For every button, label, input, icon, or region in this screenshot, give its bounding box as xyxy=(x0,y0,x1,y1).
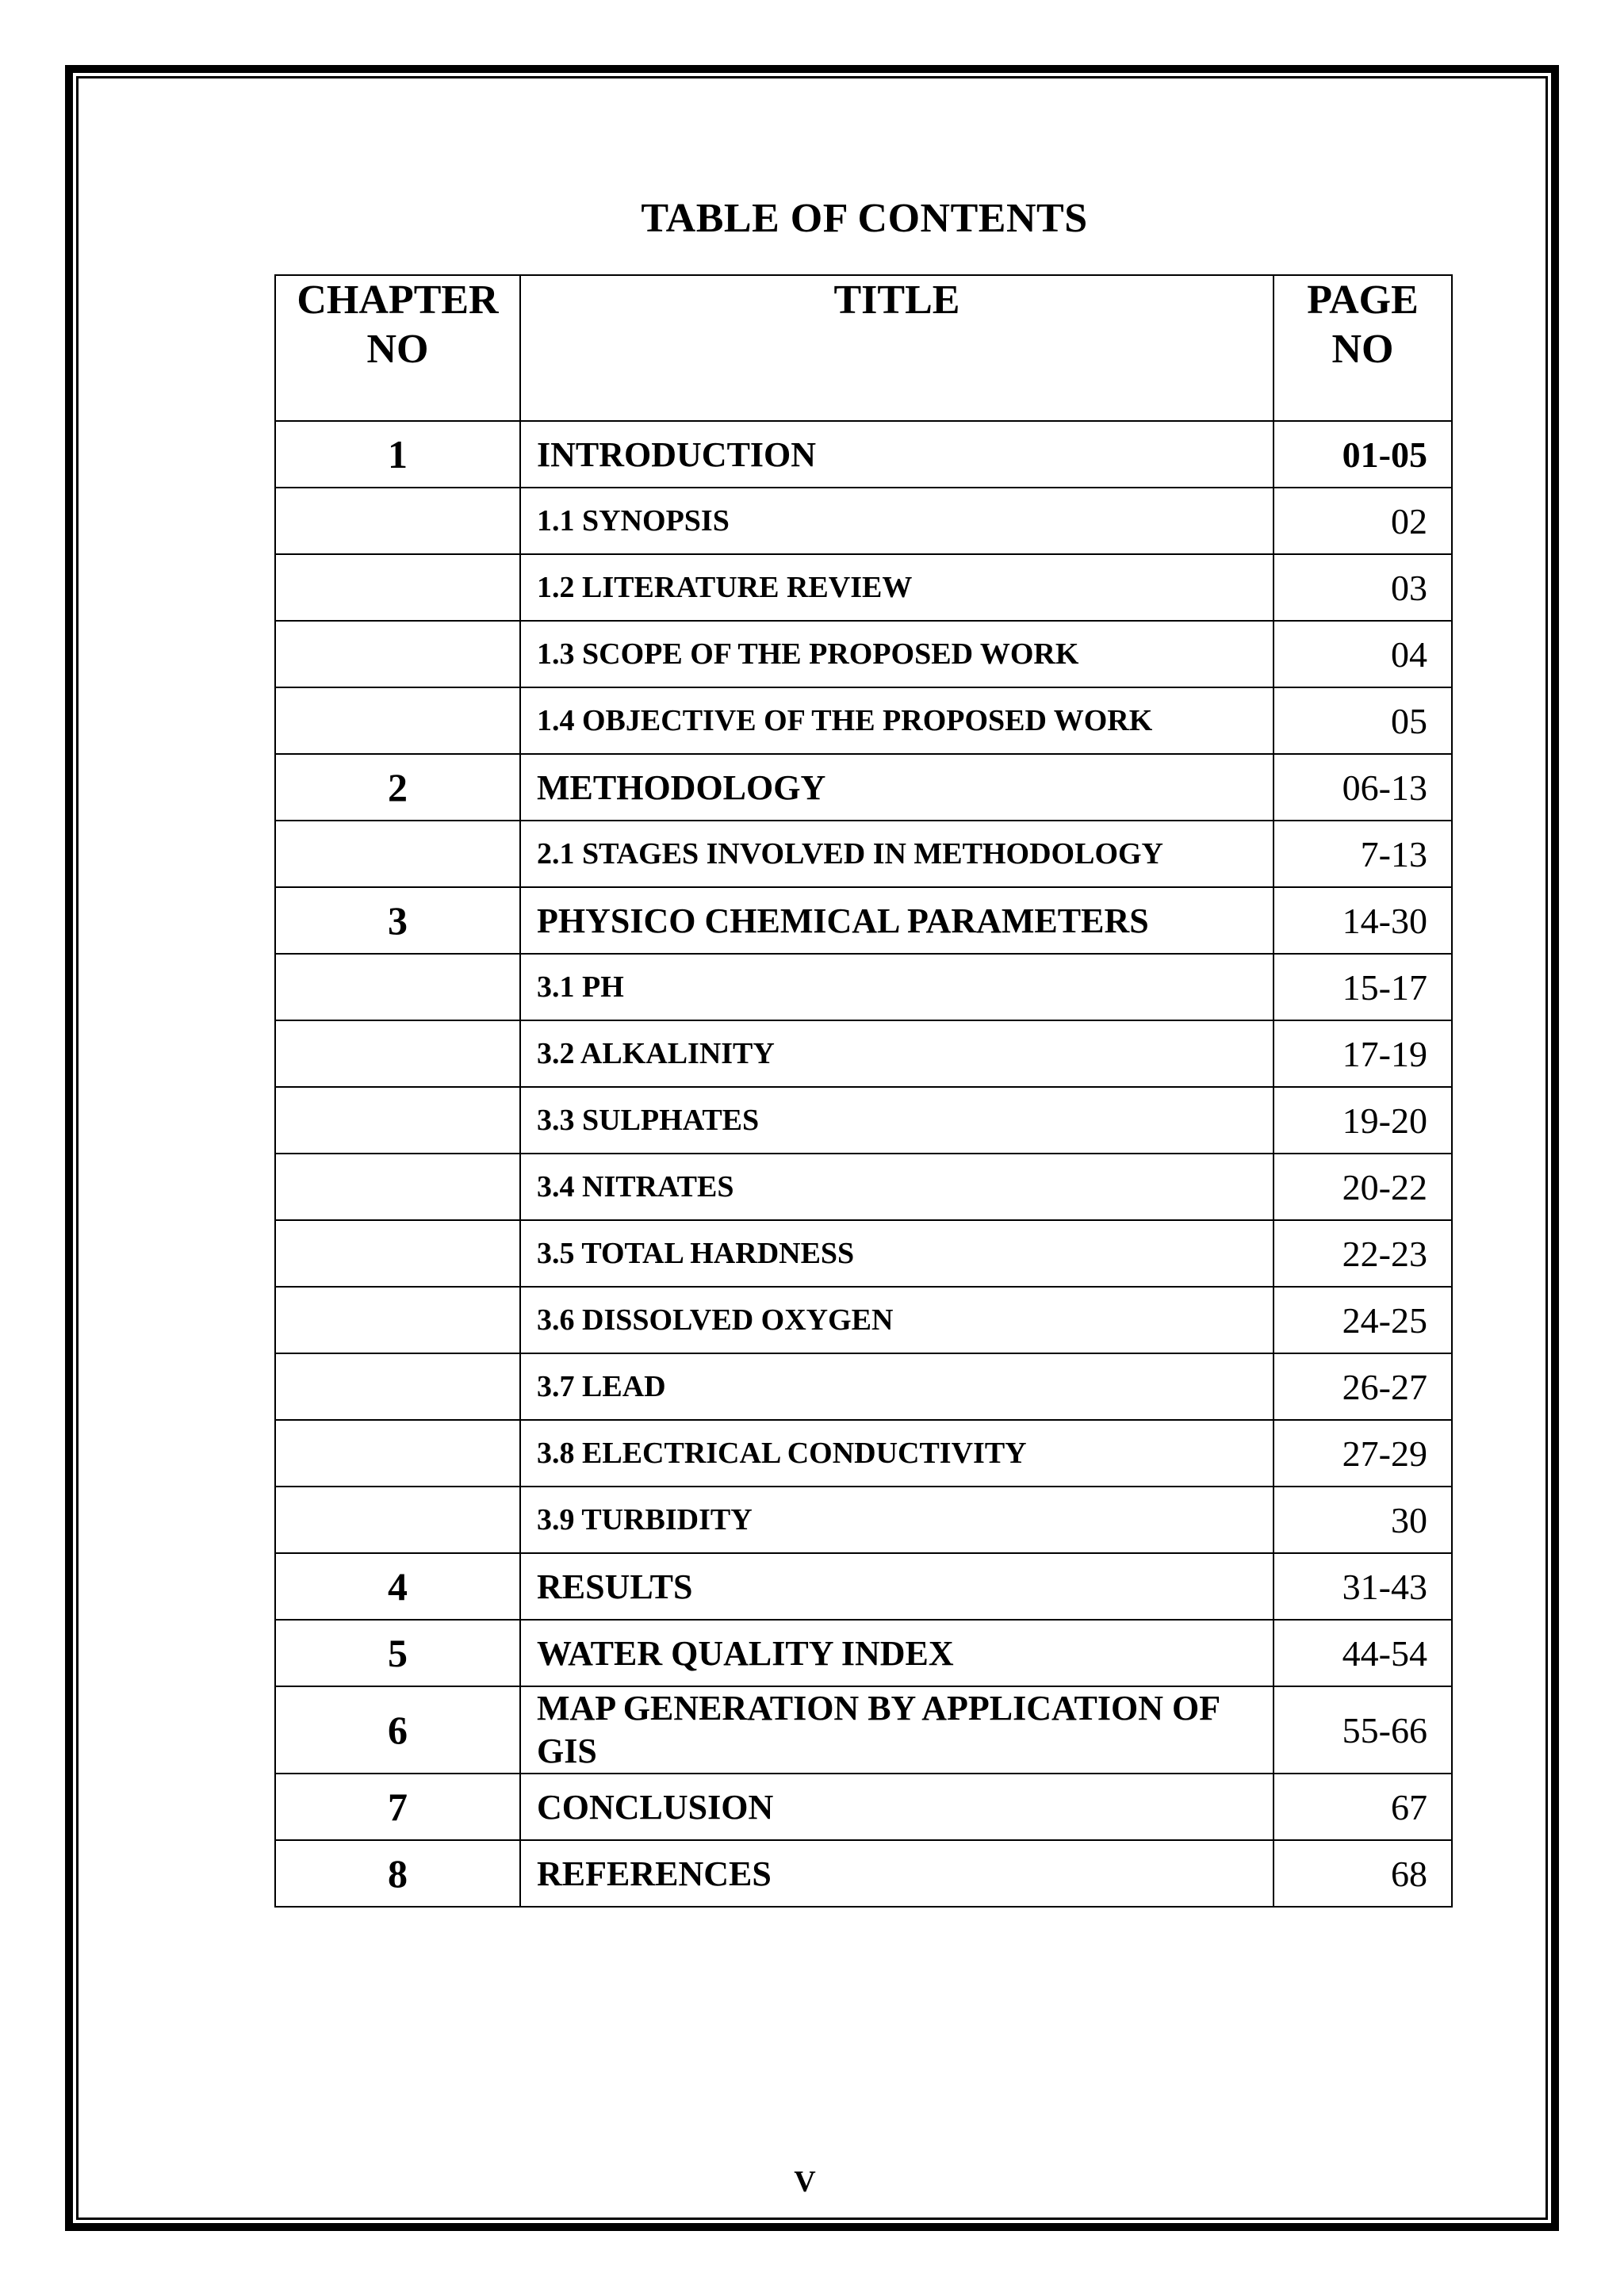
table-row xyxy=(275,1020,1452,1087)
page-range: 06-13 xyxy=(1274,754,1452,821)
section-title: 3.5 TOTAL HARDNESS xyxy=(520,1220,1274,1287)
chapter-number: 8 xyxy=(275,1840,520,1907)
chapter-number: 5 xyxy=(275,1620,520,1686)
chapter-title: WATER QUALITY INDEX xyxy=(520,1620,1274,1686)
section-title: 3.6 DISSOLVED OXYGEN xyxy=(520,1287,1274,1353)
table-row xyxy=(275,821,1452,887)
table-row xyxy=(275,1220,1452,1287)
chapter-number: 1 xyxy=(275,421,520,488)
chapter-number xyxy=(275,687,520,754)
page-range: 03 xyxy=(1274,554,1452,621)
table-row xyxy=(275,1686,1452,1774)
section-title: 3.4 NITRATES xyxy=(520,1154,1274,1220)
section-title: 3.8 ELECTRICAL CONDUCTIVITY xyxy=(520,1420,1274,1487)
chapter-number: 7 xyxy=(275,1774,520,1840)
chapter-title: RESULTS xyxy=(520,1553,1274,1620)
chapter-title: INTRODUCTION xyxy=(520,421,1274,488)
page-range: 15-17 xyxy=(1274,954,1452,1020)
chapter-number: 6 xyxy=(275,1686,520,1774)
page-range: 55-66 xyxy=(1274,1686,1452,1774)
page-range: 26-27 xyxy=(1274,1353,1452,1420)
table-row xyxy=(275,421,1452,488)
table-row xyxy=(275,754,1452,821)
chapter-number xyxy=(275,488,520,554)
section-title: 3.1 PH xyxy=(520,954,1274,1020)
chapter-number xyxy=(275,621,520,687)
chapter-number xyxy=(275,1353,520,1420)
chapter-title: PHYSICO CHEMICAL PARAMETERS xyxy=(520,887,1274,954)
table-row xyxy=(275,1840,1452,1907)
chapter-number: 4 xyxy=(275,1553,520,1620)
header-title: TITLE xyxy=(520,275,1274,421)
page-range: 17-19 xyxy=(1274,1020,1452,1087)
chapter-number xyxy=(275,1420,520,1487)
section-title: 3.3 SULPHATES xyxy=(520,1087,1274,1154)
page-range: 68 xyxy=(1274,1840,1452,1907)
chapter-number: 2 xyxy=(275,754,520,821)
chapter-title: MAP GENERATION BY APPLICATION OF GIS xyxy=(520,1686,1274,1774)
page-range: 24-25 xyxy=(1274,1287,1452,1353)
table-row xyxy=(275,1420,1452,1487)
chapter-number xyxy=(275,1220,520,1287)
table-row xyxy=(275,621,1452,687)
page-range: 19-20 xyxy=(1274,1087,1452,1154)
page-range: 30 xyxy=(1274,1487,1452,1553)
page-range: 22-23 xyxy=(1274,1220,1452,1287)
chapter-number xyxy=(275,954,520,1020)
page-range: 04 xyxy=(1274,621,1452,687)
table-row xyxy=(275,687,1452,754)
table-row xyxy=(275,1287,1452,1353)
header-chapter-line2: NO xyxy=(366,327,429,372)
section-title: 1.4 OBJECTIVE OF THE PROPOSED WORK xyxy=(520,687,1274,754)
chapter-number: 3 xyxy=(275,887,520,954)
section-title: 3.7 LEAD xyxy=(520,1353,1274,1420)
table-row xyxy=(275,954,1452,1020)
chapter-number xyxy=(275,821,520,887)
chapter-number xyxy=(275,1287,520,1353)
chapter-number xyxy=(275,1487,520,1553)
chapter-number xyxy=(275,1020,520,1087)
chapter-title: CONCLUSION xyxy=(520,1774,1274,1840)
chapter-title: REFERENCES xyxy=(520,1840,1274,1907)
page-range: 44-54 xyxy=(1274,1620,1452,1686)
section-title: 1.2 LITERATURE REVIEW xyxy=(520,554,1274,621)
header-page-no xyxy=(1274,275,1452,421)
header-chapter-no xyxy=(275,275,520,421)
page-title: TABLE OF CONTENTS xyxy=(641,196,1088,241)
page-range: 67 xyxy=(1274,1774,1452,1840)
page-range: 27-29 xyxy=(1274,1420,1452,1487)
table-header-row xyxy=(275,275,1452,421)
section-title: 1.1 SYNOPSIS xyxy=(520,488,1274,554)
table-row xyxy=(275,1487,1452,1553)
section-title: 1.3 SCOPE OF THE PROPOSED WORK xyxy=(520,621,1274,687)
header-page-line1: PAGE xyxy=(1307,277,1419,323)
table-row xyxy=(275,554,1452,621)
section-title: 3.9 TURBIDITY xyxy=(520,1487,1274,1553)
page-number: V xyxy=(794,2165,816,2198)
table-row xyxy=(275,1087,1452,1154)
page-range: 02 xyxy=(1274,488,1452,554)
table-row xyxy=(275,488,1452,554)
contents-table xyxy=(274,274,1453,1908)
section-title: 3.2 ALKALINITY xyxy=(520,1020,1274,1087)
table-row xyxy=(275,1154,1452,1220)
chapter-title: METHODOLOGY xyxy=(520,754,1274,821)
page-range: 20-22 xyxy=(1274,1154,1452,1220)
chapter-number xyxy=(275,1087,520,1154)
table-row xyxy=(275,887,1452,954)
table-row xyxy=(275,1553,1452,1620)
section-title: 2.1 STAGES INVOLVED IN METHODOLOGY xyxy=(520,821,1274,887)
page-range: 14-30 xyxy=(1274,887,1452,954)
page-range: 05 xyxy=(1274,687,1452,754)
header-page-line2: NO xyxy=(1331,327,1394,372)
page-range: 7-13 xyxy=(1274,821,1452,887)
table-row xyxy=(275,1620,1452,1686)
page-range: 31-43 xyxy=(1274,1553,1452,1620)
table-row xyxy=(275,1353,1452,1420)
header-chapter-line1: CHAPTER xyxy=(297,277,499,323)
chapter-number xyxy=(275,554,520,621)
chapter-number xyxy=(275,1154,520,1220)
table-row xyxy=(275,1774,1452,1840)
page-range: 01-05 xyxy=(1274,421,1452,488)
